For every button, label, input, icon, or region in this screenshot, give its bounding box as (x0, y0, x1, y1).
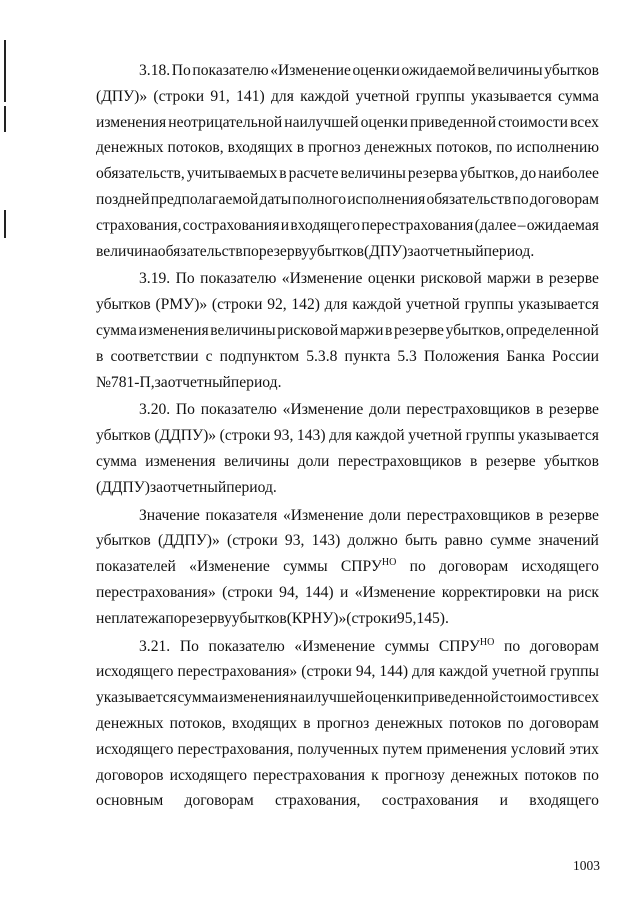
paragraph-p-3-20 (96, 397, 599, 500)
text-line: основным договорам страхования, сострахования и входящего (96, 792, 599, 810)
text-line: денежных потоков, входящих в прогноз денежных потоков по договорам (96, 714, 599, 732)
text-line: указывается сумма изменения наилучшей оценки приведенной стоимости всех (96, 689, 599, 707)
text-line: убытков (ДДПУ)» (строки 93, 143) должно быть равно сумме значений (96, 532, 599, 550)
document-body (96, 58, 599, 815)
text-line: 3.21. По показателю «Изменение суммы $СПРУ^{НО}$ по договорам (139, 636, 599, 655)
text-line: денежных потоков, входящих в прогноз денежных потоков, по исполнению (96, 139, 599, 157)
text-line: 3.18. По показателю «Изменение оценки ожидаемой величины убытков (139, 62, 599, 79)
paragraph-p-3-19 (96, 266, 599, 395)
page-number: 1003 (573, 858, 600, 873)
text-line: договоров исходящего перестрахования к прогнозу денежных потоков по (96, 766, 599, 784)
text-line: обязательств, учитываемых в расчете величины резерва убытков, до наиболее (96, 165, 599, 183)
text-line: № 781-П, за отчетный период. (96, 373, 282, 391)
text-line: исходящего перестрахования, полученных путем применения условий этих (96, 740, 599, 758)
text-line: убытков (ДДПУ)» (строки 93, 143) для каждой учетной группы указывается (96, 427, 599, 445)
text-line: сумма изменения величины рисковой маржи в резерве убытков, определенной (96, 321, 599, 339)
text-line: убытков (РМУ)» (строки 92, 142) для каждой учетной группы указывается (96, 296, 599, 314)
text-line: сумма изменения величины доли перестраховщиков в резерве убытков (96, 452, 599, 470)
text-line: изменения неотрицательной наилучшей оценки приведенной стоимости всех (96, 113, 599, 131)
margin-change-bar (4, 40, 6, 102)
paragraph-p-value (96, 503, 599, 632)
paragraph-p-3-21 (96, 634, 599, 815)
text-line: (ДДПУ) за отчетный период. (96, 478, 277, 496)
text-line: перестрахования» (строки 94, 144) и «Изменение корректировки на риск (96, 583, 599, 601)
text-line: Значение показателя «Изменение доли перестраховщиков в резерве (139, 506, 599, 524)
text-line: (ДПУ)» (строки 91, 141) для каждой учетной группы указывается сумма (96, 87, 599, 105)
paragraph-p-3-18 (96, 58, 599, 264)
margin-change-bar (4, 106, 6, 132)
margin-change-bar (4, 210, 6, 238)
text-line: показателей «Изменение суммы $СПРУ^{НО}$ по договорам исходящего (96, 556, 599, 576)
text-line: в соответствии с подпунктом 5.3.8 пункта 5.3 Положения Банка России (96, 347, 599, 365)
text-line: страхования, сострахования и входящего перестрахования (далее – ожидаемая (96, 216, 599, 234)
text-line: исходящего перестрахования» (строки 94, 144) для каждой учетной группы (96, 663, 599, 681)
text-line: 3.19. По показателю «Изменение оценки рисковой маржи в резерве (139, 270, 599, 288)
text-line: поздней предполагаемой даты полного исполнения обязательств по договорам (96, 190, 599, 208)
text-line: величина обязательств по резерву убытков (ДПУ) за отчетный период. (96, 242, 535, 260)
text-line: неплатежа по резерву убытков (КРНУ)» (строки 95, 145). (96, 609, 449, 627)
text-line: 3.20. По показателю «Изменение доли перестраховщиков в резерве (139, 401, 599, 419)
